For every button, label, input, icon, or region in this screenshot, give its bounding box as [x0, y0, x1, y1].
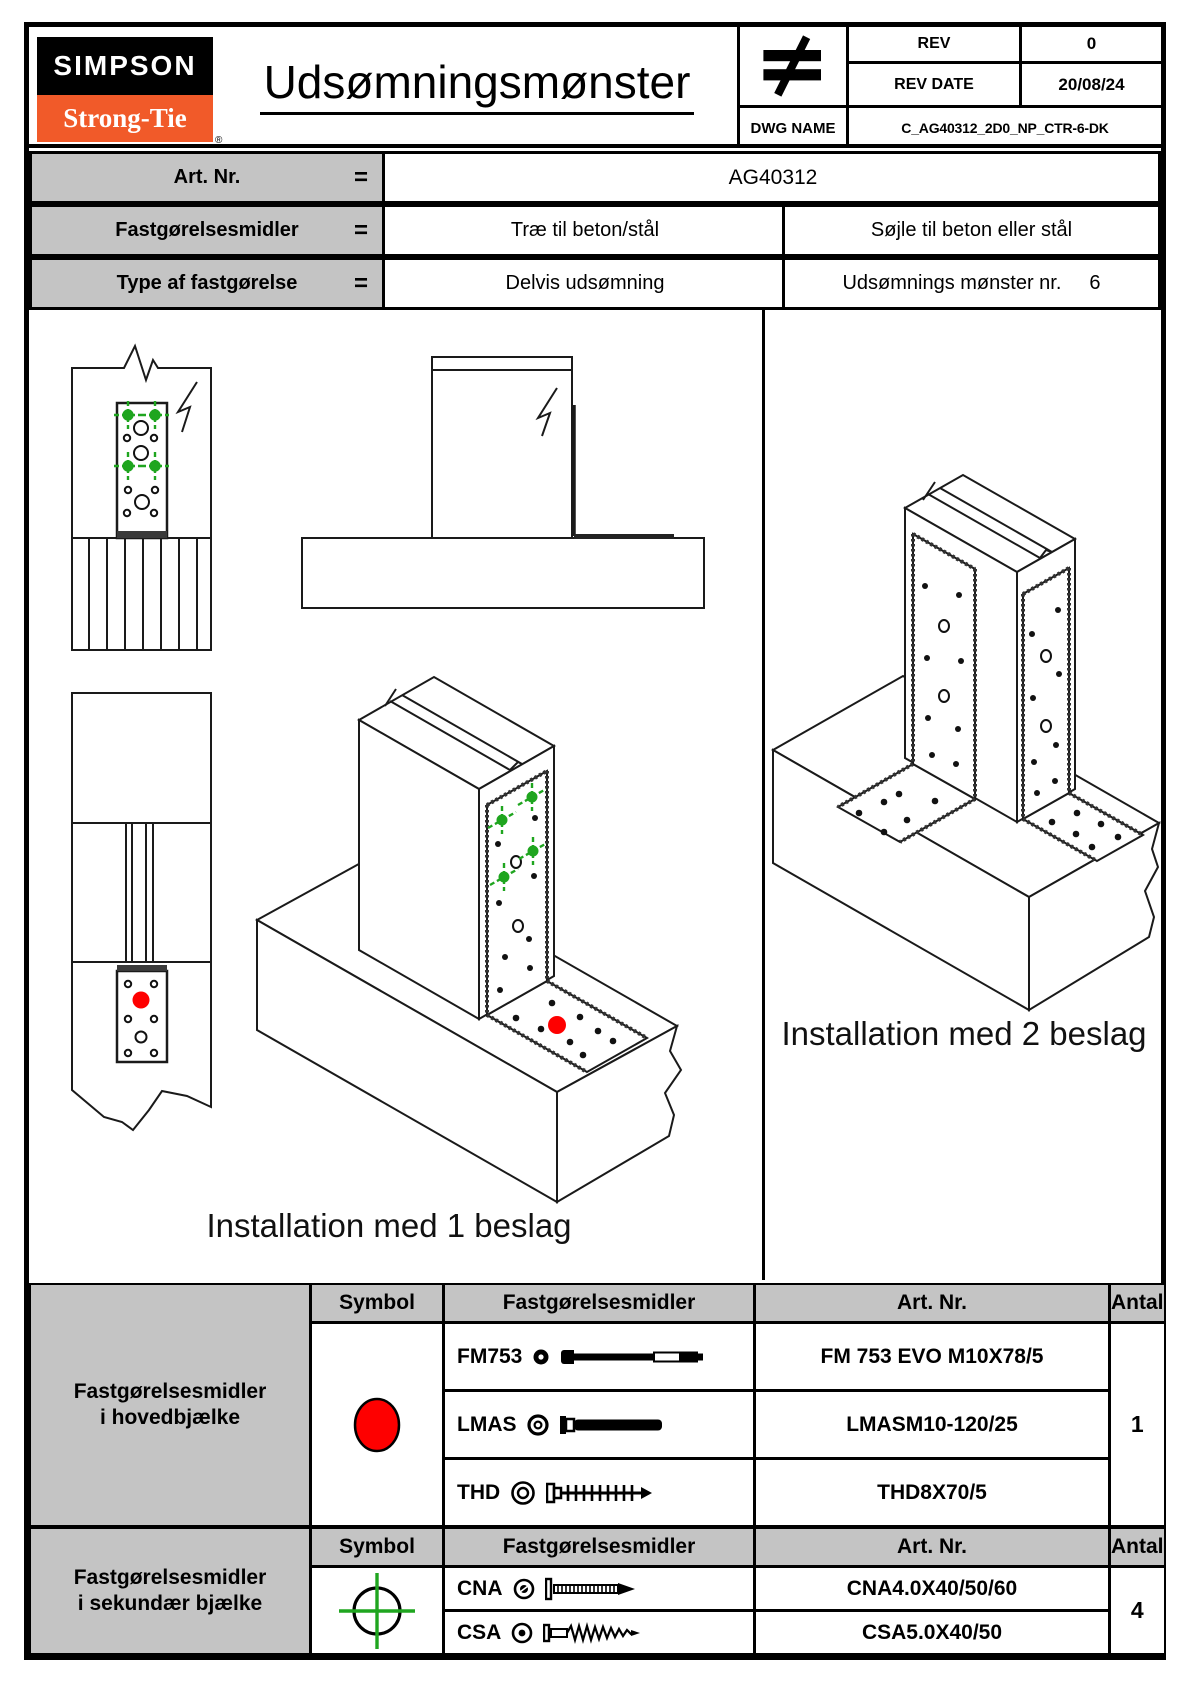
- rev-value: 0: [1019, 27, 1161, 64]
- fastener-table-secondary-beam: [29, 1527, 1164, 1655]
- info-label-art-nr: Art. Nr. =: [32, 154, 385, 201]
- info-label-type: Type af fastgørelse =: [32, 260, 385, 307]
- column-header-symbol: Symbol: [312, 1285, 442, 1321]
- csa-washer-icon: [510, 1621, 534, 1645]
- fastener-row-cna: [445, 1568, 753, 1609]
- info-row-type: [29, 257, 1161, 310]
- equals-sign: =: [353, 163, 368, 191]
- column-header-art-nr: Art. Nr.: [756, 1529, 1108, 1565]
- antal-main-beam: 1: [1111, 1324, 1164, 1525]
- simpson-logo: [37, 37, 213, 95]
- isometric-view-2-brackets: [773, 475, 1159, 1010]
- info-value-wood-concrete: Træ til beton/stål: [510, 219, 660, 241]
- symbol-green-crosshair: [312, 1568, 442, 1653]
- art-nr-fm753: FM 753 EVO M10X78/5: [756, 1324, 1108, 1389]
- lower-elevation-view: [72, 693, 211, 1130]
- rev-label: REV: [849, 27, 1019, 64]
- info-value-column: Søjle til beton eller stål: [870, 219, 1073, 241]
- column-header-art-nr: Art. Nr.: [756, 1285, 1108, 1321]
- bracket-plate-front: [114, 401, 169, 538]
- art-nr-thd: THD8X70/5: [756, 1460, 1108, 1525]
- break-symbol: [178, 382, 197, 432]
- info-row-art-nr: [29, 151, 1161, 204]
- equals-sign: =: [353, 216, 368, 244]
- info-value-art-nr: AG40312: [728, 165, 818, 189]
- fastener-code: CNA: [457, 1576, 503, 1600]
- info-value-partial: Delvis udsømning: [505, 272, 665, 294]
- dwg-name-label: DWG NAME: [737, 108, 849, 148]
- lmas-washer-icon: [526, 1413, 550, 1437]
- bracket-plate-lower: [117, 965, 167, 1062]
- sheet-title: [221, 41, 733, 129]
- column-header-fasteners: Fastgørelsesmidler: [445, 1529, 753, 1565]
- fastener-code: CSA: [457, 1620, 502, 1644]
- bracket-leg-edge: [574, 534, 674, 539]
- drawing-sheet: [24, 22, 1166, 1660]
- column-header-antal: Antal: [1111, 1285, 1164, 1321]
- title-block: [29, 27, 1161, 148]
- simpson-logo-text: SIMPSON: [53, 50, 197, 81]
- column-header-antal: Antal: [1111, 1529, 1164, 1565]
- fastener-table-main-beam: [29, 1283, 1164, 1527]
- green-crosshair-icon: [335, 1569, 419, 1653]
- fastener-row-thd: [445, 1460, 753, 1525]
- red-dot-icon: [347, 1393, 407, 1457]
- column-header-symbol: Symbol: [312, 1529, 442, 1565]
- caption-installation-2: Installation med 2 beslag: [781, 1015, 1147, 1052]
- antal-secondary-beam: 4: [1111, 1568, 1164, 1653]
- symbol-red-dot: [312, 1324, 442, 1525]
- caption-installation-1: Installation med 1 beslag: [206, 1207, 572, 1244]
- isometric-view-1-bracket: [257, 677, 681, 1202]
- side-elevation-view: [302, 357, 704, 608]
- art-nr-cna: CNA4.0X40/50/60: [756, 1568, 1108, 1609]
- not-equal-symbol-cell: [737, 27, 849, 108]
- pattern-number: 6: [1089, 272, 1101, 294]
- thd-washer-icon: [509, 1479, 537, 1507]
- fastener-row-csa: [445, 1612, 753, 1653]
- art-nr-lmas: LMASM10-120/25: [756, 1392, 1108, 1457]
- fastener-row-lmas: [445, 1392, 753, 1457]
- strongtie-logo: [37, 95, 213, 142]
- fastener-code: LMAS: [457, 1412, 517, 1436]
- fm753-washer-icon: [531, 1347, 551, 1367]
- rev-date-value: 20/08/24: [1019, 64, 1161, 108]
- info-label-fastener: Fastgørelsesmidler =: [32, 207, 385, 254]
- red-dot-marker: [133, 992, 150, 1009]
- thd-screw-icon: [546, 1479, 656, 1507]
- angle-bracket: [487, 771, 647, 1072]
- csa-screw-icon: [543, 1620, 653, 1646]
- lmas-bolt-icon: [559, 1412, 679, 1438]
- drawing-installation-2-brackets: [765, 310, 1161, 1280]
- rev-date-label: REV DATE: [849, 64, 1019, 108]
- drawing-installation-1-bracket: [29, 310, 762, 1280]
- info-row-fastener: [29, 204, 1161, 257]
- info-value-pattern-nr: Udsømnings mønster nr. 6: [842, 272, 1101, 294]
- art-nr-csa: CSA5.0X40/50: [756, 1612, 1108, 1653]
- equals-sign: =: [353, 269, 368, 297]
- not-equal-icon: [757, 34, 829, 98]
- fastener-row-fm753: [445, 1324, 753, 1389]
- cna-nail-icon: [545, 1576, 645, 1602]
- fastener-code: THD: [457, 1480, 501, 1504]
- column-header-fasteners: Fastgørelsesmidler: [445, 1285, 753, 1321]
- sheet-title-text: Udsømningsmønster: [260, 55, 695, 115]
- fastener-code: FM753: [457, 1344, 523, 1368]
- fm753-bolt-icon: [560, 1344, 710, 1370]
- cna-washer-icon: [512, 1577, 536, 1601]
- registered-mark: ®: [215, 135, 223, 146]
- break-symbol: [538, 388, 557, 436]
- group-label-main-beam: Fastgørelsesmidler i hovedbjælke: [31, 1285, 309, 1525]
- group-label-secondary-beam: Fastgørelsesmidler i sekundær bjælke: [31, 1529, 309, 1653]
- dwg-name-value: C_AG40312_2D0_NP_CTR-6-DK: [901, 120, 1109, 136]
- strongtie-logo-text: Strong-Tie: [63, 103, 187, 133]
- red-dot-marker: [548, 1016, 566, 1034]
